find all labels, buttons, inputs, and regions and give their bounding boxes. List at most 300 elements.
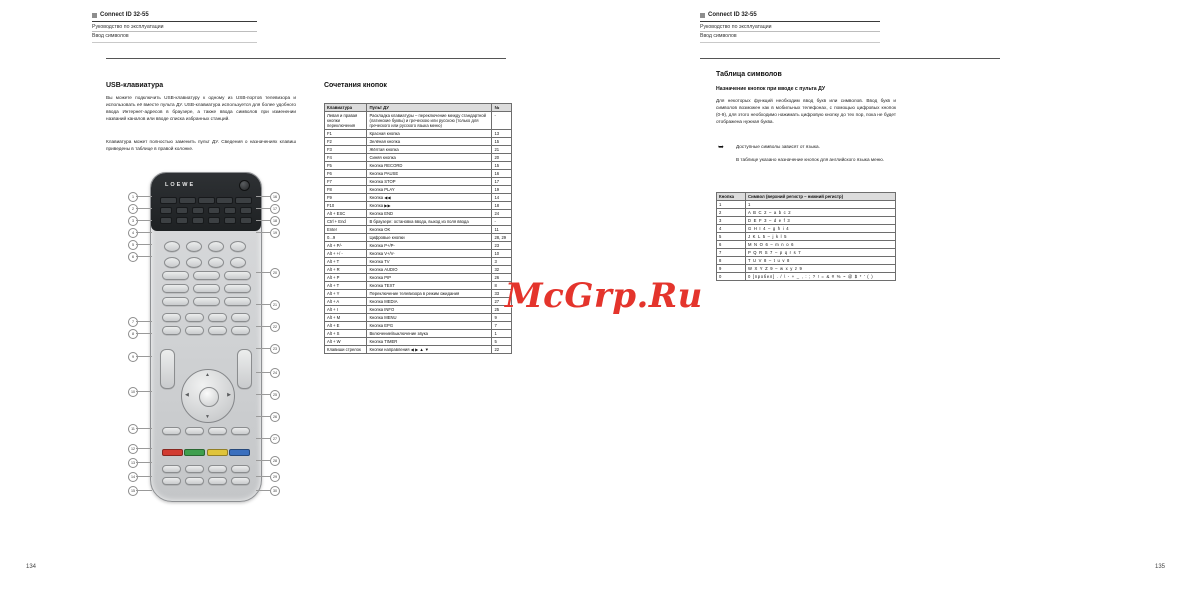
dpad[interactable] bbox=[181, 369, 235, 423]
cell-remote: Кнопка V+/V- bbox=[367, 250, 492, 258]
remote-key[interactable] bbox=[208, 217, 220, 224]
cell-number: 14 bbox=[492, 194, 512, 202]
callout-line bbox=[256, 490, 271, 491]
cell-keyboard: F2 bbox=[325, 138, 367, 146]
callout-number: 25 bbox=[270, 390, 280, 400]
callout-number: 15 bbox=[128, 486, 138, 496]
table-row bbox=[325, 218, 512, 226]
cell-keyboard: Alt + +/ - bbox=[325, 250, 367, 258]
remote-key[interactable] bbox=[192, 207, 204, 214]
cell-number: 18 bbox=[492, 202, 512, 210]
callout-line bbox=[136, 448, 152, 449]
cell-remote: Кнопка MEDIA bbox=[367, 298, 492, 306]
callout-line bbox=[256, 348, 271, 349]
cell-button: 6 bbox=[717, 241, 746, 249]
arrow-up-icon: ▲ bbox=[205, 372, 210, 378]
header-right bbox=[700, 12, 880, 43]
cell-symbols: M N O 6 – m n o 6 bbox=[746, 241, 896, 249]
symbol-note-line-1: Доступные символы зависят от языка. bbox=[736, 144, 820, 149]
remote-top-panel bbox=[151, 173, 261, 231]
cell-button: 8 bbox=[717, 257, 746, 265]
cell-remote: Кнопка TEXT bbox=[367, 282, 492, 290]
cell-symbols: W X Y Z 9 – w x y z 9 bbox=[746, 265, 896, 273]
arrow-down-icon: ▼ bbox=[205, 414, 210, 420]
callout-number: 16 bbox=[270, 192, 280, 202]
column-header-button: Кнопка bbox=[717, 193, 746, 201]
cell-number: 26 bbox=[492, 274, 512, 282]
remote-bottom-grid bbox=[162, 465, 250, 485]
cell-remote: Красная кнопка bbox=[367, 130, 492, 138]
cell-remote: Кнопка MENU bbox=[367, 314, 492, 322]
remote-body bbox=[150, 172, 262, 502]
remote-key[interactable] bbox=[179, 197, 196, 204]
cell-keyboard: Alt + T bbox=[325, 258, 367, 266]
remote-top-row-3 bbox=[160, 217, 252, 224]
cell-number: 16 bbox=[492, 170, 512, 178]
table-row bbox=[325, 146, 512, 154]
cell-keyboard: F6 bbox=[325, 170, 367, 178]
symbol-table-subheading: Назначение кнопок при вводе с пульта ДУ bbox=[716, 86, 826, 92]
table-row bbox=[717, 249, 896, 257]
program-rocker[interactable] bbox=[237, 349, 252, 389]
table-row bbox=[717, 225, 896, 233]
table-row bbox=[325, 138, 512, 146]
remote-key[interactable] bbox=[235, 197, 252, 204]
cell-number: 25 bbox=[492, 306, 512, 314]
cell-keyboard: Alt + E bbox=[325, 322, 367, 330]
cell-remote: В браузере: остановка ввода, выход из поля ввода bbox=[367, 218, 492, 226]
cell-button: 9 bbox=[717, 265, 746, 273]
cell-remote: Кнопка P+/P- bbox=[367, 242, 492, 250]
table-row bbox=[325, 112, 512, 130]
table-row bbox=[325, 234, 512, 242]
cell-number: 1 bbox=[492, 330, 512, 338]
cell-keyboard: F10 bbox=[325, 202, 367, 210]
usb-keyboard-paragraph-2: Клавиатура может полностью заменить пульт ДУ. Сведения о назначениях клавиш приведены в таблице в правой колонке. bbox=[106, 139, 296, 152]
key-combinations-heading: Сочетания кнопок bbox=[324, 82, 387, 89]
remote-key[interactable] bbox=[160, 217, 172, 224]
power-button[interactable] bbox=[239, 180, 250, 191]
callout-number: 17 bbox=[270, 204, 280, 214]
cell-keyboard: F1 bbox=[325, 130, 367, 138]
cell-number: - bbox=[492, 218, 512, 226]
remote-key[interactable] bbox=[176, 207, 188, 214]
cell-keyboard: Alt + A bbox=[325, 298, 367, 306]
yellow-button[interactable] bbox=[207, 449, 228, 456]
remote-top-row-2 bbox=[160, 207, 252, 214]
table-row bbox=[325, 274, 512, 282]
header-subtitle-2: Ввод символов bbox=[92, 33, 129, 39]
remote-pill-button[interactable] bbox=[185, 427, 204, 435]
remote-pill-button[interactable] bbox=[162, 284, 189, 293]
callout-line bbox=[256, 460, 271, 461]
cell-symbols: A B C 2 – a b c 2 bbox=[746, 209, 896, 217]
cell-button: 2 bbox=[717, 209, 746, 217]
remote-key[interactable] bbox=[198, 197, 215, 204]
callout-line bbox=[256, 438, 271, 439]
page-number-right: 135 bbox=[1154, 564, 1165, 570]
table-row bbox=[325, 346, 512, 354]
column-header-symbols: Символ (верхний регистр – нижний регистр) bbox=[746, 193, 896, 201]
callout-line bbox=[136, 356, 152, 357]
cell-remote: Кнопка AUDIO bbox=[367, 266, 492, 274]
remote-pill-button[interactable] bbox=[208, 427, 227, 435]
table-row bbox=[325, 338, 512, 346]
table-row bbox=[717, 241, 896, 249]
table-header-row bbox=[717, 193, 896, 201]
column-header-remote: Пульт ДУ bbox=[367, 104, 492, 112]
red-button[interactable] bbox=[162, 449, 183, 456]
cell-number: 7 bbox=[492, 322, 512, 330]
table-row bbox=[325, 186, 512, 194]
callout-number: 24 bbox=[270, 368, 280, 378]
cell-button: 1 bbox=[717, 201, 746, 209]
table-row bbox=[717, 209, 896, 217]
cell-keyboard: Alt + M bbox=[325, 314, 367, 322]
table-header-row bbox=[325, 104, 512, 112]
callout-number: 7 bbox=[128, 317, 138, 327]
header-rule bbox=[700, 21, 880, 22]
callout-line bbox=[256, 208, 271, 209]
callout-number: 9 bbox=[128, 352, 138, 362]
section-divider-right bbox=[700, 58, 1000, 59]
cell-symbols: P Q R S 7 – p q r s 7 bbox=[746, 249, 896, 257]
table-row bbox=[717, 265, 896, 273]
remote-pill-button[interactable] bbox=[185, 313, 204, 322]
cell-keyboard: F9 bbox=[325, 194, 367, 202]
remote-top-row-1 bbox=[160, 197, 252, 204]
remote-function-grid bbox=[164, 241, 248, 268]
symbol-table bbox=[716, 192, 896, 281]
table-row bbox=[717, 233, 896, 241]
table-row bbox=[717, 217, 896, 225]
cell-remote: Кнопка PLAY bbox=[367, 186, 492, 194]
remote-pill-button[interactable] bbox=[231, 477, 250, 485]
callout-number: 27 bbox=[270, 434, 280, 444]
callout-number: 29 bbox=[270, 472, 280, 482]
cell-number: 10 bbox=[492, 250, 512, 258]
cell-keyboard: Alt + W bbox=[325, 338, 367, 346]
callout-line bbox=[256, 220, 271, 221]
table-row bbox=[717, 257, 896, 265]
callout-line bbox=[256, 272, 271, 273]
callout-line bbox=[136, 196, 152, 197]
remote-pill-button[interactable] bbox=[224, 284, 251, 293]
callout-line bbox=[136, 462, 152, 463]
remote-round-button[interactable] bbox=[230, 257, 246, 268]
cell-symbols: J K L 5 – j k l 5 bbox=[746, 233, 896, 241]
callout-number: 11 bbox=[128, 424, 138, 434]
remote-pill-button[interactable] bbox=[162, 313, 181, 322]
remote-key[interactable] bbox=[240, 207, 252, 214]
callout-line bbox=[256, 372, 271, 373]
remote-key[interactable] bbox=[208, 207, 220, 214]
remote-pill-button[interactable] bbox=[224, 297, 251, 306]
cell-keyboard: F3 bbox=[325, 146, 367, 154]
remote-pill-button[interactable] bbox=[224, 271, 251, 280]
symbol-entry-paragraph: Для некоторых функций необходим ввод букв или символов. Ввод букв и символов возможен как в мобильных телефонах, с помощью цифровых кнопок (0-9), для этого необходимо нажимать цифровую кнопку до тех пор, пока не будет отображена нужная буква. bbox=[716, 98, 896, 125]
callout-number: 1 bbox=[128, 192, 138, 202]
cell-number: 11 bbox=[492, 226, 512, 234]
remote-keypad-grid bbox=[162, 271, 250, 306]
remote-pill-button[interactable] bbox=[162, 297, 189, 306]
table-body bbox=[717, 201, 896, 281]
cell-number: 15 bbox=[492, 138, 512, 146]
remote-key[interactable] bbox=[240, 217, 252, 224]
remote-pill-button[interactable] bbox=[193, 297, 220, 306]
ok-button[interactable] bbox=[199, 387, 219, 407]
cell-keyboard: Alt + R bbox=[325, 266, 367, 274]
callout-number: 19 bbox=[270, 228, 280, 238]
header-brand-left bbox=[92, 12, 257, 20]
cell-button: 4 bbox=[717, 225, 746, 233]
callout-number: 6 bbox=[128, 252, 138, 262]
cell-symbols: G H I 4 – g h i 4 bbox=[746, 225, 896, 233]
table-row bbox=[325, 210, 512, 218]
cell-keyboard: Клавиши стрелок bbox=[325, 346, 367, 354]
remote-pill-button[interactable] bbox=[208, 477, 227, 485]
remote-round-button[interactable] bbox=[208, 257, 224, 268]
table-row bbox=[325, 314, 512, 322]
green-button[interactable] bbox=[184, 449, 205, 456]
remote-round-button[interactable] bbox=[186, 257, 202, 268]
callout-line bbox=[136, 321, 152, 322]
table-row bbox=[325, 250, 512, 258]
callout-number: 23 bbox=[270, 344, 280, 354]
table-row bbox=[325, 322, 512, 330]
cell-keyboard: Alt + ESC bbox=[325, 210, 367, 218]
remote-round-button[interactable] bbox=[186, 241, 202, 252]
callout-number: 21 bbox=[270, 300, 280, 310]
cell-number: - bbox=[492, 112, 512, 130]
cell-number: 20 bbox=[492, 154, 512, 162]
callout-number: 2 bbox=[128, 204, 138, 214]
cell-remote: Кнопка TV bbox=[367, 258, 492, 266]
cell-number: 5 bbox=[492, 338, 512, 346]
cell-number: 15 bbox=[492, 162, 512, 170]
table-body bbox=[325, 112, 512, 354]
cell-remote: Кнопка PIP bbox=[367, 274, 492, 282]
cell-keyboard: Alt + I bbox=[325, 306, 367, 314]
cell-keyboard: F5 bbox=[325, 162, 367, 170]
cell-keyboard: Alt + P/- bbox=[325, 242, 367, 250]
table-row bbox=[325, 330, 512, 338]
cell-remote: Кнопка RECORD bbox=[367, 162, 492, 170]
cell-keyboard: Enter bbox=[325, 226, 367, 234]
cell-number: 9 bbox=[492, 314, 512, 322]
remote-round-button[interactable] bbox=[230, 241, 246, 252]
remote-key[interactable] bbox=[160, 197, 177, 204]
table-row bbox=[325, 130, 512, 138]
cell-remote: Кнопка EPG bbox=[367, 322, 492, 330]
cell-remote: Синяя кнопка bbox=[367, 154, 492, 162]
remote-pill-button[interactable] bbox=[231, 465, 250, 473]
table-row bbox=[325, 178, 512, 186]
header-rule-2 bbox=[700, 31, 880, 32]
cell-number: 8 bbox=[492, 282, 512, 290]
callout-line bbox=[136, 333, 152, 334]
remote-pill-button[interactable] bbox=[162, 465, 181, 473]
table-row bbox=[325, 154, 512, 162]
cell-remote: Включение/выключение звука bbox=[367, 330, 492, 338]
callout-number: 5 bbox=[128, 240, 138, 250]
cell-number: 21 bbox=[492, 146, 512, 154]
table-row bbox=[325, 298, 512, 306]
watermark: McGrp.Ru bbox=[505, 276, 703, 316]
callout-line bbox=[256, 416, 271, 417]
remote-round-button[interactable] bbox=[164, 257, 180, 268]
remote-pill-button[interactable] bbox=[185, 477, 204, 485]
remote-pill-button[interactable] bbox=[208, 313, 227, 322]
callout-number: 3 bbox=[128, 216, 138, 226]
cell-keyboard: Alt + S bbox=[325, 330, 367, 338]
cell-remote: Кнопка END bbox=[367, 210, 492, 218]
cell-button: 5 bbox=[717, 233, 746, 241]
square-marker-icon bbox=[700, 13, 705, 18]
cell-keyboard: Ctrl + End bbox=[325, 218, 367, 226]
cell-number: 3 bbox=[492, 258, 512, 266]
remote-pill-button[interactable] bbox=[193, 284, 220, 293]
remote-pill-button[interactable] bbox=[185, 465, 204, 473]
remote-pill-button[interactable] bbox=[185, 326, 204, 335]
cell-number: 17 bbox=[492, 178, 512, 186]
table-row bbox=[325, 258, 512, 266]
remote-pill-button[interactable] bbox=[162, 427, 181, 435]
volume-rocker[interactable] bbox=[160, 349, 175, 389]
callout-line bbox=[136, 208, 152, 209]
cell-number: 13 bbox=[492, 130, 512, 138]
remote-pill-button[interactable] bbox=[231, 326, 250, 335]
cell-remote: Кнопка ▶▶ bbox=[367, 202, 492, 210]
callout-number: 18 bbox=[270, 216, 280, 226]
callout-line bbox=[136, 220, 152, 221]
remote-pill-button[interactable] bbox=[208, 326, 227, 335]
callout-number: 8 bbox=[128, 329, 138, 339]
table-row bbox=[717, 273, 896, 281]
cell-keyboard: 0...9 bbox=[325, 234, 367, 242]
callout-line bbox=[136, 391, 152, 392]
table-row bbox=[325, 194, 512, 202]
callout-number: 10 bbox=[128, 387, 138, 397]
cell-keyboard: Alt + T bbox=[325, 282, 367, 290]
table-row bbox=[325, 202, 512, 210]
remote-media-grid bbox=[162, 313, 250, 335]
cell-number: 28, 29 bbox=[492, 234, 512, 242]
cell-button: 0 bbox=[717, 273, 746, 281]
table-row bbox=[325, 226, 512, 234]
cell-remote: Кнопка STOP bbox=[367, 178, 492, 186]
header-brand-label: Connect ID 32-55 bbox=[100, 12, 149, 18]
remote-key[interactable] bbox=[176, 217, 188, 224]
cell-remote: Цифровые кнопки bbox=[367, 234, 492, 242]
arrow-left-icon: ◀ bbox=[185, 392, 189, 398]
remote-key[interactable] bbox=[224, 217, 236, 224]
column-header-number: № bbox=[492, 104, 512, 112]
cell-symbols: 0 [пробел] . / \ - + _ , : ; ? ! = & # % ~ @ $ * ' ( ) bbox=[746, 273, 896, 281]
header-rule bbox=[92, 21, 257, 22]
remote-pill-button[interactable] bbox=[231, 313, 250, 322]
remote-round-button[interactable] bbox=[164, 241, 180, 252]
column-header-keyboard: Клавиатура bbox=[325, 104, 367, 112]
cell-button: 7 bbox=[717, 249, 746, 257]
cell-remote: Кнопка PAUSE bbox=[367, 170, 492, 178]
callout-number: 13 bbox=[128, 458, 138, 468]
usb-keyboard-paragraph-1: Вы можете подключить USB-клавиатуру к одному из USB-портов телевизора и использовать её вместе пульта ДУ. USB-клавиатура используется для более удобного ввода Интернет-адресов в браузере, а также ввода символов при изменении названий каналов или вводе списка избранных станций. bbox=[106, 95, 296, 122]
header-rule-3 bbox=[92, 42, 257, 43]
page-number-left: 134 bbox=[26, 564, 37, 570]
cell-keyboard: F8 bbox=[325, 186, 367, 194]
table-row bbox=[717, 201, 896, 209]
remote-key[interactable] bbox=[160, 207, 172, 214]
remote-pill-button[interactable] bbox=[193, 271, 220, 280]
remote-pill-button[interactable] bbox=[162, 271, 189, 280]
table-row bbox=[325, 266, 512, 274]
table-row bbox=[325, 242, 512, 250]
remote-pill-button[interactable] bbox=[162, 477, 181, 485]
cell-remote: Кнопки направления ◀ ▶ ▲ ▼ bbox=[367, 346, 492, 354]
table-row bbox=[325, 162, 512, 170]
cell-number: 33 bbox=[492, 290, 512, 298]
header-rule-2 bbox=[92, 31, 257, 32]
callout-line bbox=[256, 326, 271, 327]
header-subtitle: Руководство по эксплуатации bbox=[700, 23, 772, 30]
arrow-right-icon: ▶ bbox=[227, 392, 231, 398]
blue-button[interactable] bbox=[229, 449, 250, 456]
cell-symbols: 1 bbox=[746, 201, 896, 209]
cell-symbols: T U V 8 – t u v 8 bbox=[746, 257, 896, 265]
callout-number: 26 bbox=[270, 412, 280, 422]
callout-number: 30 bbox=[270, 486, 280, 496]
callout-line bbox=[256, 232, 271, 233]
remote-pill-button[interactable] bbox=[162, 326, 181, 335]
callout-number: 20 bbox=[270, 268, 280, 278]
cell-symbols: D E F 3 – d e f 3 bbox=[746, 217, 896, 225]
key-combinations-table bbox=[324, 103, 512, 354]
arrow-note-icon: ➥ bbox=[718, 144, 724, 151]
color-buttons-row bbox=[162, 449, 250, 456]
cell-number: 22 bbox=[492, 346, 512, 354]
table-row bbox=[325, 306, 512, 314]
remote-pill-button[interactable] bbox=[231, 427, 250, 435]
section-divider-left bbox=[106, 58, 506, 59]
callout-number: 4 bbox=[128, 228, 138, 238]
remote-lower-grid bbox=[162, 427, 250, 435]
remote-round-button[interactable] bbox=[208, 241, 224, 252]
cell-button: 3 bbox=[717, 217, 746, 225]
cell-remote: Переключение телевизора в режим ожидания bbox=[367, 290, 492, 298]
remote-key[interactable] bbox=[224, 207, 236, 214]
callout-line bbox=[136, 232, 152, 233]
header-subtitle: Руководство по эксплуатации bbox=[92, 23, 164, 30]
cell-number: 32 bbox=[492, 266, 512, 274]
table-row bbox=[325, 290, 512, 298]
cell-remote: Кнопка INFO bbox=[367, 306, 492, 314]
square-marker-icon bbox=[92, 13, 97, 18]
table-row bbox=[325, 170, 512, 178]
cell-remote: Кнопка ◀◀ bbox=[367, 194, 492, 202]
symbol-table-heading: Таблица символов bbox=[716, 71, 782, 78]
cell-number: 23 bbox=[492, 242, 512, 250]
remote-key[interactable] bbox=[192, 217, 204, 224]
remote-key[interactable] bbox=[216, 197, 233, 204]
cell-remote: Кнопка OK bbox=[367, 226, 492, 234]
cell-number: 19 bbox=[492, 186, 512, 194]
remote-control-illustration bbox=[108, 172, 298, 502]
cell-keyboard: Alt + Y bbox=[325, 290, 367, 298]
callout-line bbox=[256, 476, 271, 477]
cell-keyboard: F7 bbox=[325, 178, 367, 186]
remote-pill-button[interactable] bbox=[208, 465, 227, 473]
